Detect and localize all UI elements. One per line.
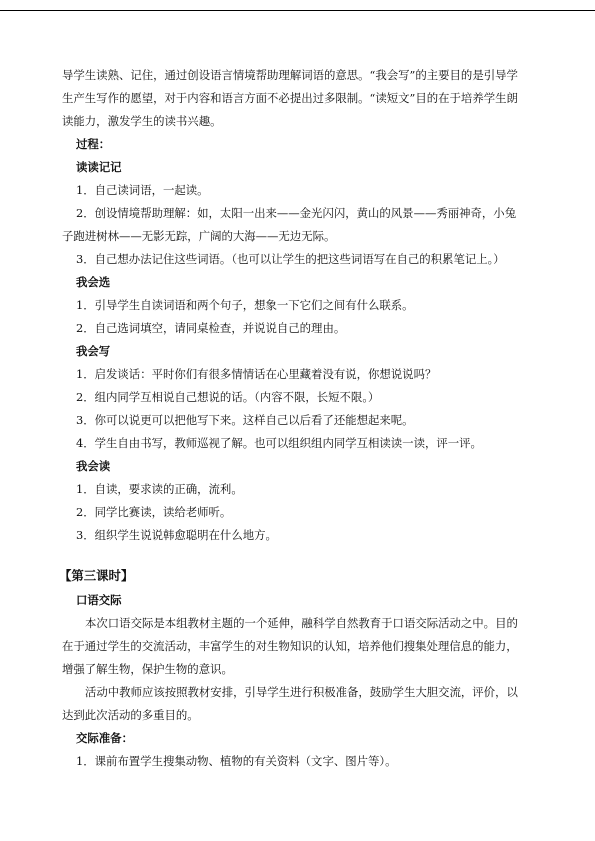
process-heading: 过程：	[76, 137, 111, 151]
section-heading-wohuixie: 我会写	[76, 344, 111, 358]
list-item: 2．自己选词填空，请同桌检查，并说说自己的理由。	[76, 321, 346, 335]
lesson-title: 【第三课时】	[59, 568, 134, 583]
section-heading-wohuidu: 我会读	[76, 459, 111, 473]
intro-line: 生产生写作的愿望，对于内容和语言方面不必提出过多限制。“读短文”目的在于培养学生朗	[62, 91, 518, 105]
list-item: 1．启发谈话：平时你们有很多情情话在心里藏着没有说，你想说说吗？	[76, 367, 437, 381]
prep-heading: 交际准备：	[76, 731, 133, 745]
list-item: 1．引导学生自读词语和两个句子，想象一下它们之间有什么联系。	[76, 298, 414, 312]
list-item: 2．组内同学互相说自己想说的话。（内容不限，长短不限。）	[76, 390, 380, 404]
list-item: 3．组织学生说说韩愈聪明在什么地方。	[76, 528, 277, 542]
list-item: 1．课前布置学生搜集动物、植物的有关资料（文字、图片等）。	[76, 754, 397, 768]
list-item: 2．创设情境帮助理解：如，太阳一出来——金光闪闪，黄山的风景——秀丽神奇，小兔	[76, 206, 517, 220]
lesson-subtitle: 口语交际	[76, 593, 122, 607]
list-item: 2．同学比赛读，读给老师听。	[76, 505, 232, 519]
paragraph-line: 增强了解生物，保护生物的意识。	[62, 662, 233, 676]
section-heading-dudujiji: 读读记记	[76, 160, 122, 174]
list-item: 3．自己想办法记住这些词语。（也可以让学生的把这些词语写在自己的积累笔记上。）	[76, 252, 505, 266]
document-body	[59, 64, 544, 773]
paragraph-line: 在于通过学生的交流活动，丰富学生的对生物知识的认知，培养他们搜集处理信息的能力，	[62, 639, 518, 653]
intro-line: 导学生读熟、记住，通过创设语言情境帮助理解词语的意思。“我会写”的主要目的是引导学	[62, 68, 518, 82]
paragraph-line: 达到此次活动的多重目的。	[62, 708, 199, 722]
header-rule	[0, 10, 595, 11]
section-heading-wohuixuan: 我会选	[76, 275, 111, 289]
list-item: 1．自读，要求读的正确，流利。	[76, 482, 243, 496]
paragraph-line: 活动中教师应该按照教材安排，引导学生进行积极准备，鼓励学生大胆交流，评价，以	[85, 685, 518, 699]
list-item: 4．学生自由书写，教师巡视了解。也可以组织组内同学互相读读一读，评一评。	[76, 436, 482, 450]
list-item: 3．你可以说更可以把他写下来。这样自己以后看了还能想起来呢。	[76, 413, 414, 427]
list-item: 1．自己读词语，一起读。	[76, 183, 209, 197]
list-item-continuation: 子跑进树林——无影无踪，广阔的大海——无边无际。	[62, 229, 336, 243]
paragraph-line: 本次口语交际是本组教材主题的一个延伸，融科学自然教育于口语交际活动之中。目的	[85, 616, 518, 630]
intro-line: 读能力，激发学生的读书兴趣。	[62, 114, 222, 128]
